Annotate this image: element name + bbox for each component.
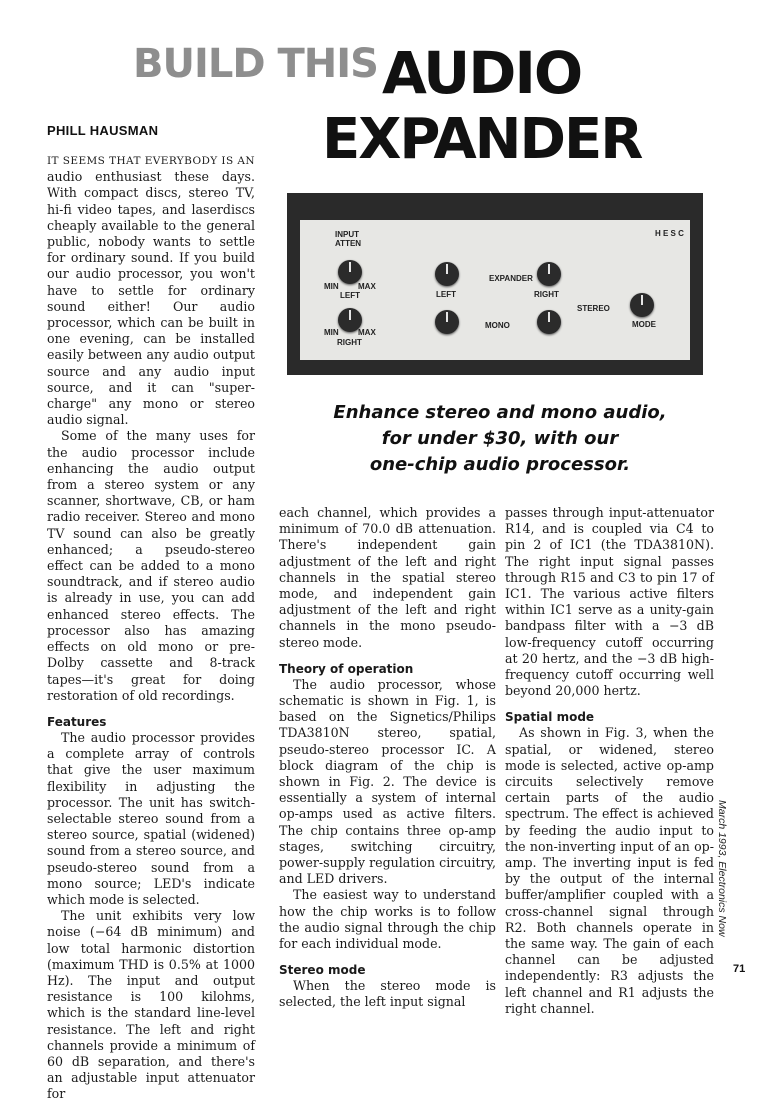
- device-front-panel: [300, 220, 690, 360]
- author-byline: PHILL HAUSMAN: [47, 123, 159, 138]
- label-atten: ATTEN: [335, 239, 362, 248]
- text-column-2: [279, 505, 496, 1011]
- section-heading-features: Features: [47, 714, 107, 729]
- text-column-1: [47, 152, 255, 1103]
- deck-line-2: for under $30, with our: [381, 428, 619, 449]
- paragraph: The easiest way to understand how the chip works is to follow the audio signal through the chip for each individual mode.: [279, 887, 496, 952]
- deck-line-1: Enhance stereo and mono audio,: [333, 402, 667, 423]
- paragraph: [47, 152, 255, 428]
- knob-mode: [630, 293, 654, 317]
- label-right-bottom: RIGHT: [337, 338, 362, 347]
- paragraph: The audio processor provides a complete array of controls that give the user maximum flexibility in adjusting the processor. The unit has switch-selectable stereo sound from a stereo source, spatial (widened) sound from a stereo source, and pseudo-stereo sound from a mono source; LED's indicate which mode is selected.: [47, 729, 255, 907]
- label-max-bottom: MAX: [358, 328, 376, 337]
- article-title-line1: AUDIO: [382, 39, 582, 107]
- device-photo: [287, 193, 703, 375]
- label-min-bottom: MIN: [324, 328, 339, 337]
- knob-mono-left: [435, 310, 459, 334]
- label-right-channel: RIGHT: [534, 290, 559, 299]
- text-column-3: [505, 505, 714, 1017]
- label-input: INPUT: [335, 230, 359, 239]
- paragraph: The audio processor, whose schematic is shown in Fig. 1, is based on the Signetics/Philips TDA3810N stereo, spatial, pseudo-stereo processor IC. A block diagram of the chip is shown in Fig. 2. The device is essentially a system of internal op-amps used as active filters. The chip contains three op-amp stages, switching circuitry, power-supply regulation circuitry, and LED drivers.: [279, 676, 496, 887]
- label-expander: EXPANDER: [489, 274, 533, 283]
- paragraph: When the stereo mode is selected, the left input signal: [279, 978, 496, 1010]
- running-head: March 1993, Electronics Now: [716, 800, 728, 937]
- paragraph: Some of the many uses for the audio processor include enhancing the audio output from a stereo system or any scanner, shortwave, CB, or ham radio receiver. Stereo and mono TV sound can also be greatly enhanced; a pseudo-stereo effect can be added to a mono soundtrack, and if stereo audio is already in use, you can add enhanced stereo effects. The processor also has amazing effects on old mono or pre-Dolby cassette and 8-track tapes—it's great for doing restoration of old recordings.: [47, 428, 255, 703]
- article-kicker: BUILD THIS: [133, 41, 378, 87]
- knob-expander-right: [537, 262, 561, 286]
- paragraph: passes through input-attenuator R14, and is coupled via C4 to pin 2 of IC1 (the TDA3810N). The right input signal passes through R15 and C3 to pin 17 of IC1. The various active filters within IC1 serve as a unity-gain bandpass filter with a −3 dB low-frequency cutoff occurring at 20 hertz, and the −3 dB high-frequency cutoff occurring well beyond 20,000 hertz.: [505, 505, 714, 699]
- article-title-line2: EXPANDER: [322, 107, 642, 172]
- label-stereo: STEREO: [577, 304, 610, 313]
- knob-mono-right: [537, 310, 561, 334]
- label-mode: MODE: [632, 320, 656, 329]
- label-left-channel: LEFT: [436, 290, 456, 299]
- lead-paragraph-text: audio enthusiast these days. With compact discs, stereo TV, hi-fi video tapes, and laserdiscs cheaply available to the general public, nobody wants to settle for ordinary sound. If you build our audio processor, you won't have to settle for ordinary sound either! Our audio processor, which can be built in one evening, can be installed easily between any audio output source and any audio input source, and it can "super-charge" any mono or stereo audio signal.: [47, 169, 255, 428]
- lead-in-caps: IT SEEMS THAT EVERYBODY IS AN: [47, 155, 255, 167]
- section-heading-stereo: Stereo mode: [279, 963, 366, 978]
- label-min-top: MIN: [324, 282, 339, 291]
- knob-input-left: [338, 260, 362, 284]
- article-deck: [300, 400, 700, 478]
- label-max-top: MAX: [358, 282, 376, 291]
- paragraph: The unit exhibits very low noise (−64 dB minimum) and low total harmonic distortion (maximum THD is 0.5% at 1000 Hz). The input and output resistance is 100 kilohms, which is the standard line-level resistance. The left and right channels provide a minimum of 60 dB separation, and there's an adjustable input attenuator for: [47, 908, 255, 1102]
- knob-expander-left: [435, 262, 459, 286]
- label-left-top: LEFT: [340, 291, 360, 300]
- section-heading-spatial: Spatial mode: [505, 710, 595, 725]
- paragraph: As shown in Fig. 3, when the spatial, or widened, stereo mode is selected, active op-amp circuits selectively remove certain parts of the audio spectrum. The effect is achieved by feeding the audio input to the non-inverting input of an op-amp. The inverting input is fed by the output of the internal buffer/amplifier coupled with a cross-channel signal through R2. Both channels operate in the same way. The gain of each channel can be adjusted independently: R3 adjusts the left channel and R1 adjusts the right channel.: [505, 725, 714, 1016]
- label-mono: MONO: [485, 321, 510, 330]
- section-heading-theory: Theory of operation: [279, 661, 414, 676]
- paragraph: each channel, which provides a minimum of 70.0 dB attenuation. There's independent gain adjustment of the left and right channels in the spatial stereo mode, and independent gain adjustment of the left and right channels in the mono pseudo-stereo mode.: [279, 505, 496, 650]
- label-brand: H E S C: [655, 229, 684, 238]
- deck-line-3: one-chip audio processor.: [369, 454, 631, 475]
- page-number: 71: [733, 963, 746, 975]
